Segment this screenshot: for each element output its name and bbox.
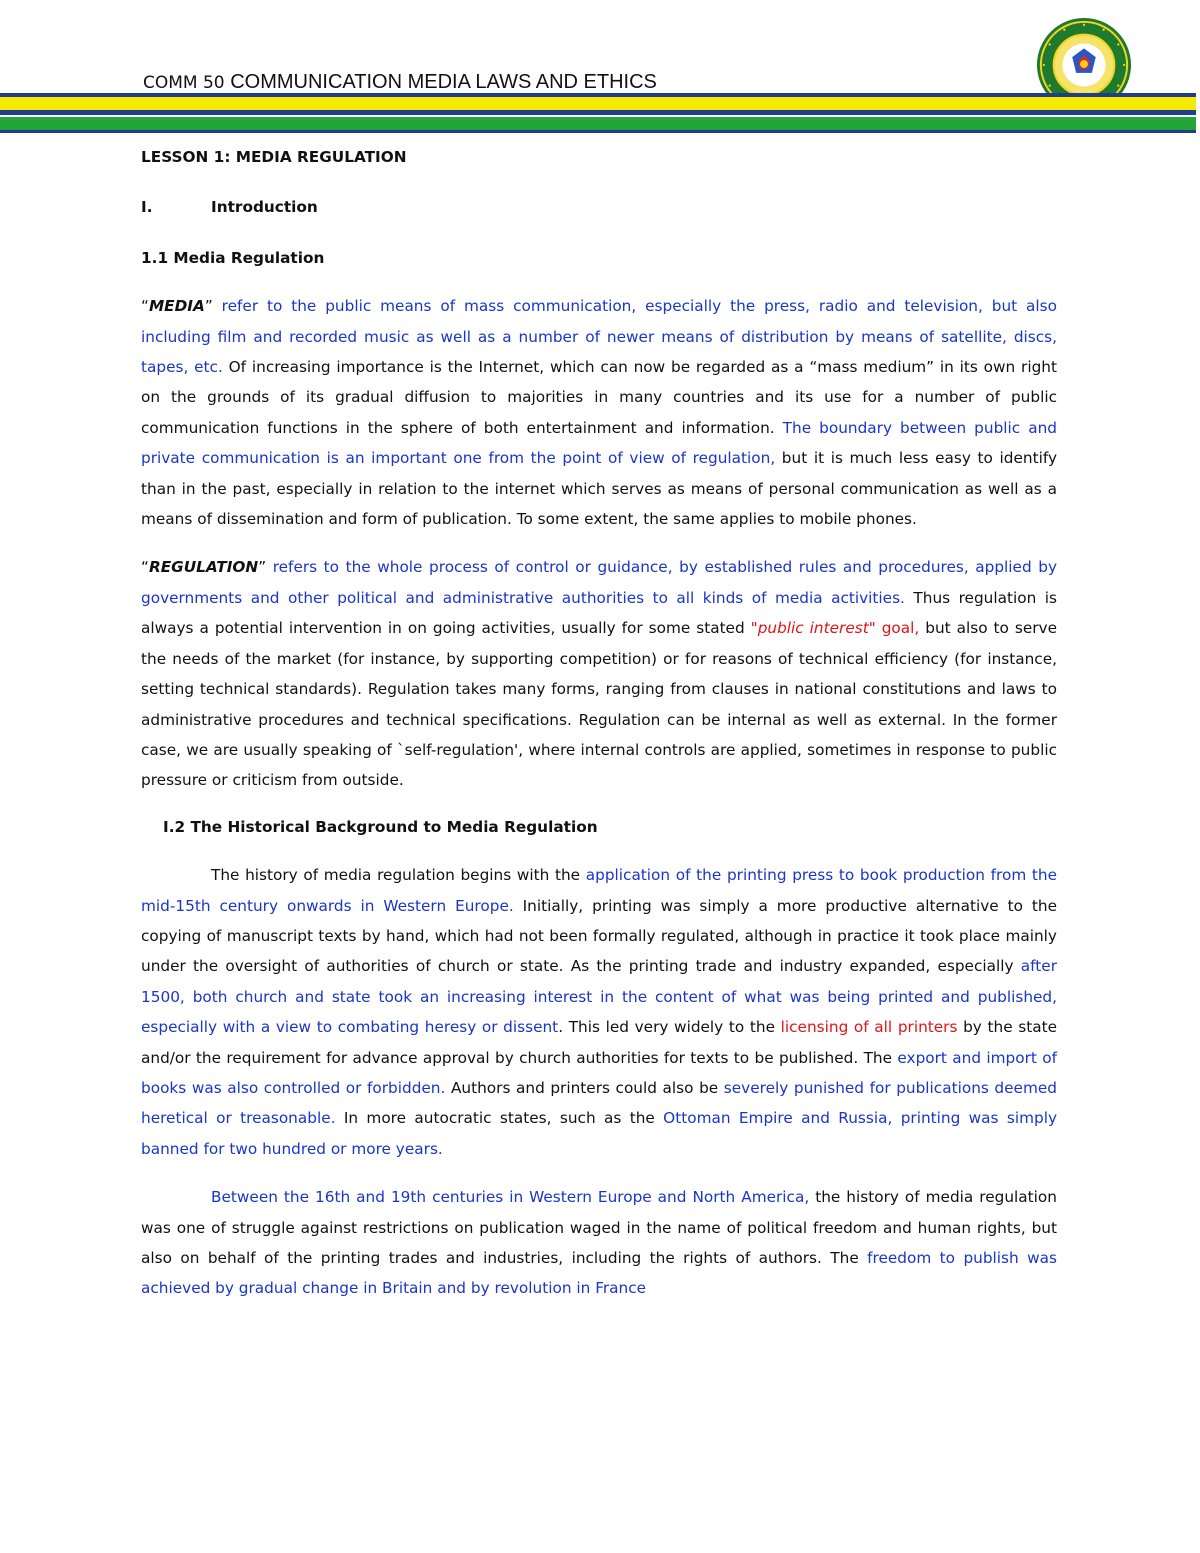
history-text-3: . This led very widely to the — [558, 1018, 781, 1037]
printing-press-highlight: application of the printing press to book production from the mid-15th century onwards in Western Europe. — [141, 866, 1057, 915]
term-regulation: REGULATION — [148, 558, 259, 577]
history-text-4: by the state and/or the requirement for advance approval by church authorities for texts to be published. The — [141, 1018, 1057, 1067]
history-text-1: The history of media regulation begins with the — [211, 866, 586, 885]
intervention-text: Thus regulation is always a potential intervention in on going activities, usually for some stated — [141, 588, 1057, 638]
goal-highlight: goal, — [875, 619, 920, 638]
history-paragraph — [141, 860, 1057, 1164]
header-band-mid-blue — [0, 110, 1196, 115]
media-definition-paragraph — [141, 291, 1057, 534]
section-1-1-heading: 1.1 Media Regulation — [141, 248, 325, 267]
freedom-highlight: freedom to publish was achieved by gradual change in Britain and by revolution in France — [141, 1249, 1057, 1298]
section-introduction-heading — [141, 192, 1057, 222]
centuries-highlight: Between the 16th and 19th centuries in Western Europe and North America, — [211, 1188, 810, 1207]
term-media: MEDIA — [148, 297, 205, 316]
church-state-highlight: after 1500, both church and state took an increasing interest in the content of what was being printed and published, especially with a view to combating heresy or dissent — [141, 957, 1057, 1037]
public-interest-highlight: "public interest" — [750, 619, 876, 638]
regulation-forms-text: but also to serve the needs of the market (for instance, by supporting competition) or for reasons of technical efficiency (for instance, setting technical standards). Regulation takes many forms, ranging from clauses in national constitutions and laws to administrative procedures and technical specifications. Regulation can be internal as well as external. In the former case, we are usually speaking of `self-regulation', where internal controls are applied, sometimes in response to public pressure or criticism from outside. — [141, 619, 1058, 790]
quote-close: ” — [258, 558, 267, 577]
media-definition-text: refer to the public means of mass communication, especially the press, radio and television, but also including film and recorded music as well as a number of newer means of distribution by means of satellite, discs, tapes, etc. — [141, 297, 1057, 377]
course-header — [143, 71, 657, 94]
quote-open: “ — [141, 558, 149, 577]
history-text-6: In more autocratic states, such as the — [335, 1109, 664, 1128]
regulation-definition-text: refers to the whole process of control or guidance, by established rules and procedures, applied by governments and other political and administrative authorities to all kinds of media activities. — [141, 558, 1057, 607]
boundary-remainder: but it is much less easy to identify than in the past, especially in relation to the internet which serves as means of personal communication as well as a means of dissemination and form of publication. To some extent, the same applies to mobile phones. — [141, 449, 1057, 529]
lesson-title: LESSON 1: MEDIA REGULATION — [141, 148, 407, 166]
history-text-5: Authors and printers could also be — [445, 1078, 724, 1097]
struggle-paragraph — [141, 1182, 1057, 1304]
header-band-green — [0, 117, 1196, 130]
section-number: I. — [141, 198, 153, 217]
ottoman-russia-highlight: Ottoman Empire and Russia, printing was simply banned for two hundred or more years. — [141, 1109, 1058, 1158]
document-body — [141, 142, 1057, 1304]
licensing-highlight: licensing of all printers — [780, 1018, 958, 1037]
course-code: COMM 50 — [143, 73, 225, 93]
header-band-yellow — [0, 97, 1196, 110]
punished-highlight: severely punished for publications deemed heretical or treasonable. — [141, 1078, 1057, 1128]
course-title: COMMUNICATION MEDIA LAWS AND ETHICS — [230, 71, 657, 93]
header-band-bottom-blue — [0, 130, 1196, 133]
section-label: Introduction — [211, 198, 318, 217]
regulation-definition-paragraph — [141, 552, 1057, 795]
quote-open: “ — [141, 297, 149, 316]
internet-text: Of increasing importance is the Internet, which can now be regarded as a “mass medium” in its own right on the grounds of its gradual diffusion to majorities in many countries and its use for a number of public communication functions in the sphere of both entertainment and information. — [141, 358, 1057, 437]
boundary-highlight: The boundary between public and private communication is an important one from the point of view of regulation, — [141, 418, 1057, 468]
history-text-2: Initially, printing was simply a more productive alternative to the copying of manuscript texts by hand, which had not been formally regulated, although in practice it took place mainly under the oversight of authorities of church or state. As the printing trade and industry expanded, especially — [141, 896, 1057, 976]
section-1-2-heading: I.2 The Historical Background to Media Regulation — [163, 817, 598, 836]
export-import-highlight: export and import of books was also controlled or forbidden. — [141, 1048, 1057, 1097]
quote-close: ” — [204, 297, 213, 316]
struggle-text: the history of media regulation was one of struggle against restrictions on publication waged in the name of political freedom and human rights, but also on behalf of the printing trades and industries, including the rights of authors. The — [141, 1188, 1057, 1267]
